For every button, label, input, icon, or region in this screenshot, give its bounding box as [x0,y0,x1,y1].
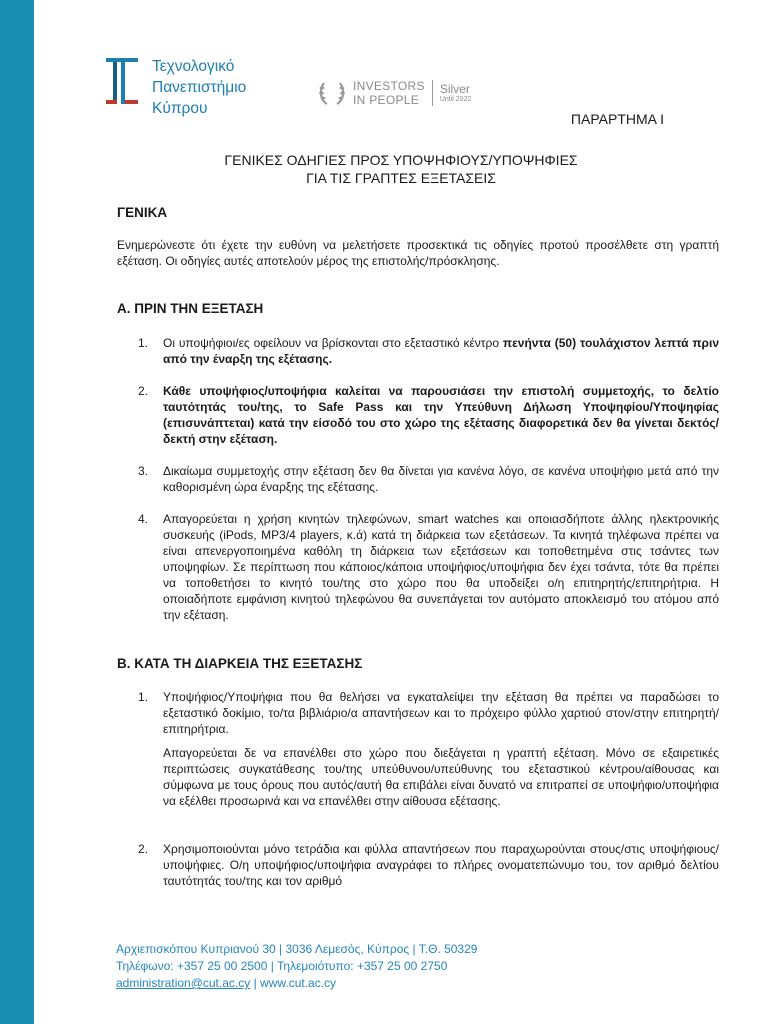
list-number: 2. [138,842,149,856]
iip-wordmark [353,79,425,107]
list-text [163,335,719,367]
list-text: Δικαίωμα συμμετοχής στην εξέταση δεν θα δίνεται για κανένα λόγο, σε κανένα υποψήφιο μετά από την καθορισμένη ώρα έναρξης της εξέτασης. [163,464,719,494]
university-name-line: Κύπρου [152,100,208,117]
document-title [34,151,768,187]
footer-contact [116,975,477,992]
list-text: Χρησιμοποιούνται μόνο τετράδια και φύλλα απαντήσεων που παραχωρούνται στους/στις υποψήφιους/υποψήφιες. Ο/η υποψήφιος/υποψήφια αναγράφει το πλήρες ονοματεπώνυμο του, τον αριθμό δελτίου ταυτότητάς του/της και τον αριθμό [163,842,719,888]
list-text-bold: πενήντα (50) τουλάχιστον λεπτά πριν από την έναρξη της εξέτασης. [163,336,719,366]
list-number: 4. [138,512,149,526]
list-text: Απαγορεύεται η χρήση κινητών τηλεφώνων, smart watches και οποιασδήποτε άλλης ηλεκτρονικής συσκευής (iPods, MP3/4 players, κ.ά) κατά τη διάρκεια των εξετάσεων. Τα κινητά τηλέφωνα πρέπει να είναι απενεργοποιημένα καθόλη τη διάρκεια των εξετάσεων και τοποθετημένα στις τσάντες των υποψηφίων. Σε περίπτωση που κάποιος/κάποια υποψήφιος/υποψήφια δεν έχει τσάντα, τότε θα πρέπει να τοποθετήσει το κινητό του/της στο χώρο που θα υποδείξει ο/η επιτηρητής/επιτηρήτρια. Η οποιαδήποτε εμφάνιση κινητού τηλεφώνου θα συνεπάγεται τον αυτόματο αποκλεισμό του ατόμου από την εξέταση. [163,512,719,622]
list-item [117,841,719,889]
page-footer [116,941,477,992]
laurel-wreath-icon [317,78,347,108]
list-number: 1. [138,690,149,704]
section-a-heading: Α. ΠΡΙΝ ΤΗΝ ΕΞΕΤΑΣΗ [117,301,264,316]
general-heading: ΓΕΝΙΚΑ [117,205,168,220]
university-logo [106,56,246,119]
list-item [117,463,719,495]
list-text-normal: Οι υποψήφιοι/ες οφείλουν να βρίσκονται στο εξεταστικό κέντρο [163,336,503,350]
list-item [117,511,719,623]
iip-line: INVESTORS [353,79,425,93]
footer-separator: | [250,976,261,990]
list-number: 1. [138,336,149,350]
annex-label: ΠΑΡΑΡΤΗΜΑ Ι [570,111,664,127]
iip-silver-label: Silver [439,81,470,96]
list-text [163,383,719,447]
list-item [117,383,719,447]
sidebar-accent-bar [0,0,34,1024]
iip-divider [432,80,433,106]
iip-line: IN PEOPLE [353,93,420,107]
list-text: Υποψήφιος/Υποψήφια που θα θελήσει να εγκαταλείψει την εξέταση θα πρέπει να παραδώσει το εξεταστικό δοκίμιο, το/τα βιβλιάριο/α απαντήσεων και το πρόχειρο φύλλο χαρτιού στον/στην επιτηρητή/επιτηρήτρια. [163,690,719,736]
email-link[interactable]: administration@cut.ac.cy [116,976,251,990]
general-paragraph: Ενημερώνεστε ότι έχετε την ευθύνη να μελετήσετε προσεκτικά τις οδηγίες προτού προσέλθετε στη γραπτή εξέταση. Οι οδηγίες αυτές αποτελούν μέρος της επιστολής/πρόσκλησης. [117,238,719,268]
university-name-line: Τεχνολογικό [152,58,235,75]
document-page [34,0,768,1024]
website-link[interactable]: www.cut.ac.cy [260,976,337,990]
title-line: ΓΙΑ ΤΙΣ ΓΡΑΠΤΕΣ ΕΞΕΤΑΣΕΙΣ [306,170,496,186]
list-text-bold: Κάθε υποψήφιος/υποψήφια καλείται να παρουσιάσει την επιστολή συμμετοχής, το δελτίο ταυτότητάς του/της, το Safe Pass και την Υπεύθυνη Δήλωση Υποψηφίου/Υποψηφίας (επισυνάπτεται) κατά την είσοδό του στο χώρο της εξέτασης διαφορετικά δεν θα γίνεται δεκτός/δεκτή στην εξέταση. [163,384,719,446]
title-line: ΓΕΝΙΚΕΣ ΟΔΗΓΙΕΣ ΠΡΟΣ ΥΠΟΨΗΦΙΟΥΣ/ΥΠΟΨΗΦΙΕΣ [224,152,578,168]
footer-address: Αρχιεπισκόπου Κυπριανού 30 | 3036 Λεμεσός, Κύπρος | Τ.Θ. 50329 [116,942,478,956]
list-number: 2. [138,384,149,398]
iip-until-label: Until 2022 [439,95,472,103]
list-subparagraph: Απαγορεύεται δε να επανέλθει στο χώρο που διεξάγεται η γραπτή εξέταση. Μόνο σε εξαιρετικές περιπτώσεις συγκατάθεσης του/της υπεύθυνου/υπεύθυνης του εξεταστικού κέντρου/αίθουσας και σύμφωνα με τους όρους που αυτός/αυτή θα επιβάλει είναι δυνατό να επιτραπεί σε υποψήφιο/υποψήφια να εξέλθει προσωρινά και να επανέλθει στην αίθουσα εξέτασης. [163,746,719,808]
footer-phone: Τηλέφωνο: +357 25 00 2500 | Τηλεμοιότυπο: +357 25 00 2750 [116,959,448,973]
cut-logo-icon [106,56,138,108]
iip-level [440,83,472,104]
investors-in-people-logo [317,78,471,108]
section-b-heading: Β. ΚΑΤΑ ΤΗ ΔΙΑΡΚΕΙΑ ΤΗΣ ΕΞΕΤΑΣΗΣ [117,656,363,671]
list-number: 3. [138,464,149,478]
list-item [117,689,719,737]
list-item [117,335,719,367]
university-name-line: Πανεπιστήμιο [152,79,247,96]
university-name [152,56,246,119]
